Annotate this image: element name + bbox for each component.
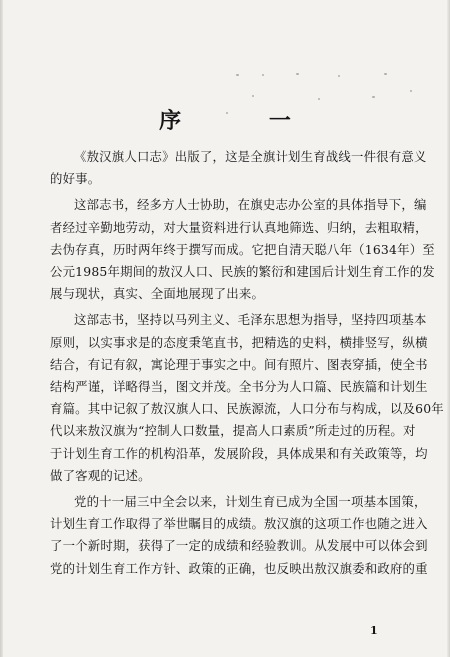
- text-line: 做了客观的记述。: [50, 467, 151, 483]
- scan-speck: [372, 96, 375, 98]
- scan-speck: [384, 73, 387, 75]
- scan-speck: [338, 75, 340, 77]
- text-line: 党的十一届三中全会以来，计划生育已成为全国一项基本国策，: [74, 494, 427, 510]
- text-line: 这部志书，经多方人士协助，在旗史志办公室的具体指导下，编: [74, 197, 427, 213]
- page-number: 1: [370, 624, 378, 637]
- text-line: 于计划生育工作的机构沿革，发展阶段，具体成果和有关政策等，均: [50, 445, 428, 461]
- text-line: 了一个新时期，获得了一定的成绩和经验教训。从发展中可以体会到: [50, 538, 428, 554]
- text-line: 党的计划生育工作方针、政策的正确，也反映出敖汉旗委和政府的重: [50, 560, 428, 576]
- text-line: 结合，有记有叙，寓论理于事实之中。间有照片、图表穿插，使全书: [50, 356, 428, 372]
- paragraph: [50, 146, 427, 190]
- scan-speck: [252, 95, 254, 97]
- paragraph: [50, 309, 444, 487]
- scan-speck: [296, 73, 299, 75]
- text-line: 计划生育工作取得了举世瞩目的成绩。敖汉旗的这项工作也随之进入: [50, 516, 428, 532]
- text-line: 育篇。其中记叙了敖汉旗人口、民族源流，人口分布与构成，以及60年: [50, 401, 444, 417]
- text-line: 这部志书，坚持以马列主义、毛泽东思想为指导，坚持四项基本: [74, 312, 427, 328]
- text-line: 去伪存真，历时两年终于撰写而成。它把自清天聪八年（1634年）至: [50, 241, 435, 257]
- scan-edge-left: [0, 0, 3, 657]
- text-line: 代以来敖汉旗为“控制人口数量，提高人口素质”所走过的历程。对: [50, 423, 416, 439]
- preface-body: [50, 146, 444, 584]
- text-line: 的好事。: [50, 171, 101, 187]
- scan-speck: [318, 98, 320, 100]
- text-line: 者经过辛勤地劳动，对大量资料进行认真地筛选、归纳，去粗取精，: [50, 219, 428, 235]
- text-line: 公元1985年期间的敖汉人口、民族的繁衍和建国后计划生育工作的发: [50, 264, 435, 280]
- scan-speck: [262, 74, 264, 76]
- preface-heading: 序 一: [159, 108, 331, 134]
- scan-speck: [410, 90, 412, 92]
- text-line: 《敖汉旗人口志》出版了，这是全旗计划生育战线一件很有意义: [74, 149, 427, 164]
- scan-speck: [236, 74, 239, 76]
- paragraph: [50, 194, 435, 305]
- text-line: 展与现状，真实、全面地展现了出来。: [50, 286, 265, 302]
- paragraph: [50, 491, 428, 580]
- text-line: 结构严谨，详略得当，图文并茂。全书分为人口篇、民族篇和计划生: [50, 379, 428, 395]
- text-line: 原则，以实事求是的态度秉笔直书，把精选的史料，横排竖写，纵横: [50, 334, 428, 350]
